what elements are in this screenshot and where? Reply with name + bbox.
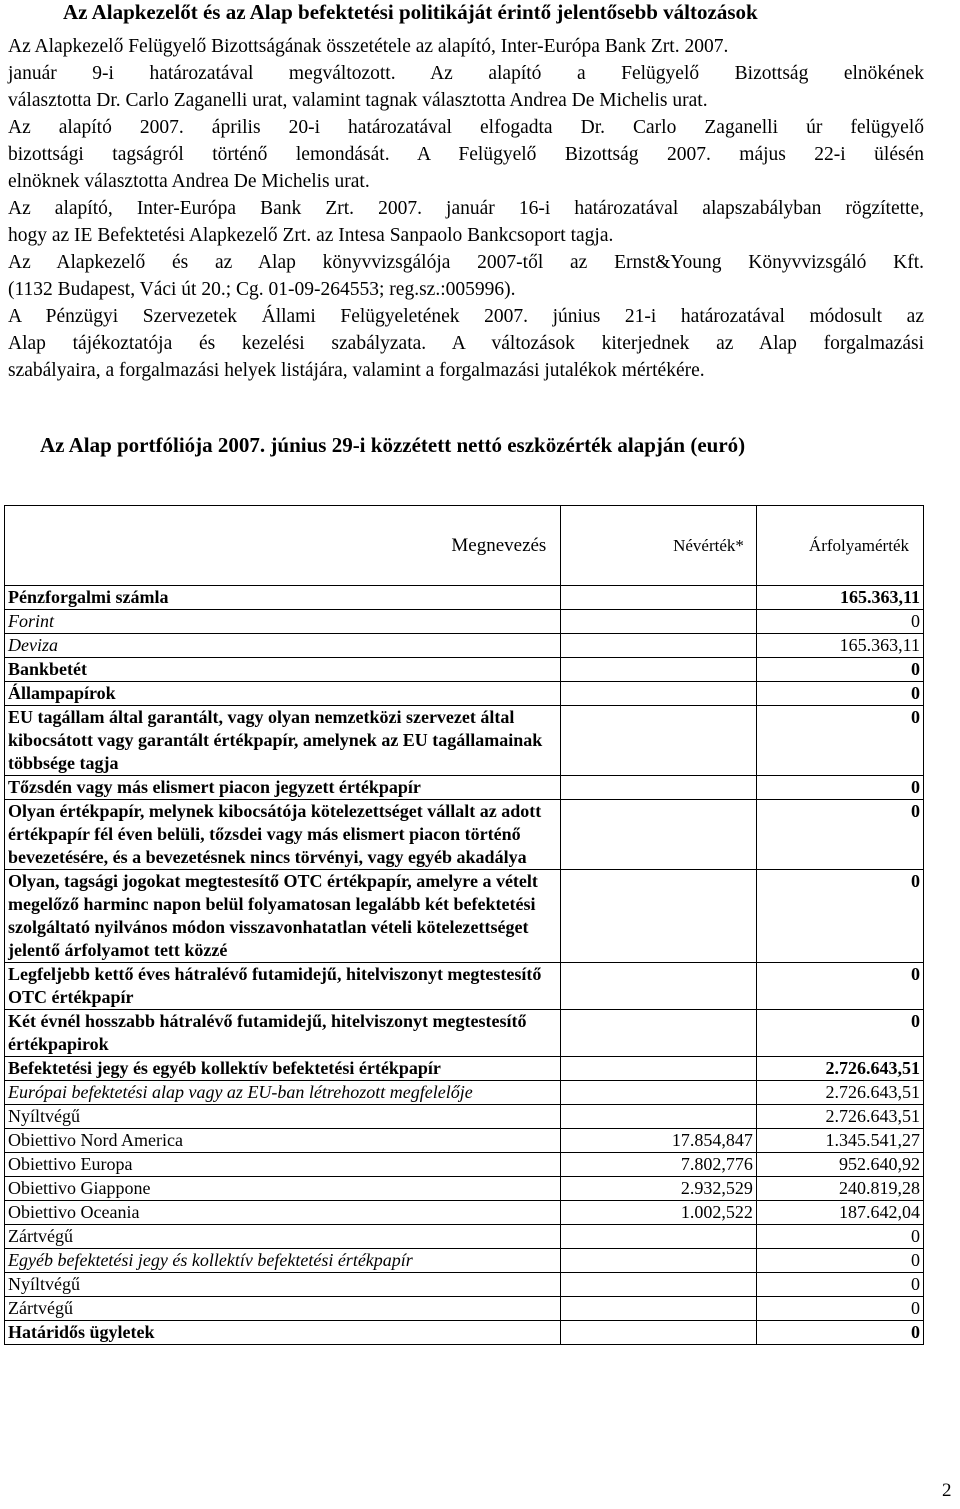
- row-name: Pénzforgalmi számla: [5, 586, 561, 610]
- row-nominal: [561, 1081, 757, 1105]
- row-value: 0: [756, 1273, 923, 1297]
- paragraph-line: Alap tájékoztatója és kezelési szabályzata. A változások kiterjednek az Alap forgalmazási: [8, 333, 924, 354]
- row-name: Olyan értékpapír, melynek kibocsátója kötelezettséget vállalt az adott értékpapír fél éven belüli, tőzsdei vagy más elismert piacon történő bevezetésére, és a bevezetésnek nincs törvényi, vagy egyéb akadálya: [5, 800, 561, 870]
- row-name: Befektetési jegy és egyéb kollektív befektetési értékpapír: [5, 1057, 561, 1081]
- row-name: Legfeljebb kettő éves hátralévő futamidejű, hitelviszonyt megtestesítő OTC értékpapír: [5, 963, 561, 1010]
- row-nominal: [561, 776, 757, 800]
- header-megnevezes: Megnevezés: [5, 506, 561, 586]
- table-row: [5, 1177, 924, 1201]
- row-name: Obiettivo Oceania: [5, 1201, 561, 1225]
- table-row: [5, 1010, 924, 1057]
- paragraph-line: Az Alapkezelő Felügyelő Bizottságának összetétele az alapító, Inter-Európa Bank Zrt. 2007.: [8, 36, 729, 57]
- row-nominal: [561, 682, 757, 706]
- row-name: Zártvégű: [5, 1297, 561, 1321]
- row-name: Tőzsdén vagy más elismert piacon jegyzett értékpapír: [5, 776, 561, 800]
- table-row: [5, 658, 924, 682]
- table-row: [5, 1129, 924, 1153]
- table-row: [5, 610, 924, 634]
- row-nominal: 2.932,529: [561, 1177, 757, 1201]
- row-nominal: [561, 610, 757, 634]
- row-name: Bankbetét: [5, 658, 561, 682]
- table-row: [5, 634, 924, 658]
- page-number: 2: [942, 1480, 952, 1501]
- portfolio-title: Az Alap portfóliója 2007. június 29-i közzétett nettó eszközérték alapján (euró): [40, 433, 746, 457]
- row-value: 0: [756, 706, 923, 776]
- paragraph-line: (1132 Budapest, Váci út 20.; Cg. 01-09-264553; reg.sz.:005996).: [8, 279, 516, 300]
- row-nominal: 17.854,847: [561, 1129, 757, 1153]
- table-row: [5, 586, 924, 610]
- row-nominal: [561, 586, 757, 610]
- paragraph-line: A Pénzügyi Szervezetek Állami Felügyeletének 2007. június 21-i határozatával módosult az: [8, 306, 924, 327]
- table-row: [5, 706, 924, 776]
- row-name: Obiettivo Nord America: [5, 1129, 561, 1153]
- row-nominal: [561, 1273, 757, 1297]
- row-nominal: [561, 1321, 757, 1345]
- paragraph-line: szabályaira, a forgalmazási helyek listájára, valamint a forgalmazási jutalékok mértékére.: [8, 360, 705, 381]
- row-value: 165.363,11: [756, 586, 923, 610]
- table-row: [5, 1273, 924, 1297]
- row-name: Egyéb befektetési jegy és kollektív befektetési értékpapír: [5, 1249, 561, 1273]
- row-value: 0: [756, 776, 923, 800]
- row-name: EU tagállam által garantált, vagy olyan nemzetközi szervezet által kibocsátott vagy garantált értékpapír, amelynek az EU tagállamainak többsége tagja: [5, 706, 561, 776]
- table-row: [5, 776, 924, 800]
- paragraph-line: Az Alapkezelő és az Alap könyvvizsgálója 2007-től az Ernst&Young Könyvvizsgáló Kft.: [8, 252, 924, 273]
- row-nominal: [561, 1105, 757, 1129]
- row-value: 2.726.643,51: [756, 1105, 923, 1129]
- row-nominal: [561, 634, 757, 658]
- table-row: [5, 1297, 924, 1321]
- row-value: 0: [756, 963, 923, 1010]
- row-nominal: [561, 706, 757, 776]
- row-value: 2.726.643,51: [756, 1057, 923, 1081]
- header-nevertek: Névérték*: [561, 506, 757, 586]
- row-name: Obiettivo Giappone: [5, 1177, 561, 1201]
- table-row: [5, 1225, 924, 1249]
- row-name: Nyíltvégű: [5, 1105, 561, 1129]
- table-row: [5, 1105, 924, 1129]
- table-row: [5, 1321, 924, 1345]
- row-nominal: [561, 870, 757, 963]
- row-name: Olyan, tagsági jogokat megtestesítő OTC értékpapír, amelyre a vételt megelőző harminc napon belül folyamatosan legalább két befektetési szolgáltató nyilvános módon visszavonhatatlan vételi kötelezettséget jelentő árfolyamot tett közzé: [5, 870, 561, 963]
- table-row: [5, 1081, 924, 1105]
- table-row: [5, 1249, 924, 1273]
- table-row: [5, 682, 924, 706]
- row-value: 1.345.541,27: [756, 1129, 923, 1153]
- row-value: 952.640,92: [756, 1153, 923, 1177]
- table-row: [5, 963, 924, 1010]
- row-nominal: [561, 800, 757, 870]
- section-heading: Az Alapkezelőt és az Alap befektetési politikáját érintő jelentősebb változások: [63, 0, 758, 24]
- row-nominal: [561, 1297, 757, 1321]
- paragraph-line: Az alapító 2007. április 20-i határozatával elfogadta Dr. Carlo Zaganelli úr felügyelő: [8, 117, 924, 138]
- row-nominal: [561, 1225, 757, 1249]
- row-value: 0: [756, 800, 923, 870]
- paragraph-line: január 9-i határozatával megváltozott. Az alapító a Felügyelő Bizottság elnökének: [8, 63, 924, 84]
- row-name: Két évnél hosszabb hátralévő futamidejű, hitelviszonyt megtestesítő értékpapirok: [5, 1010, 561, 1057]
- row-nominal: [561, 1010, 757, 1057]
- row-nominal: [561, 1249, 757, 1273]
- paragraph-line: hogy az IE Befektetési Alapkezelő Zrt. az Intesa Sanpaolo Bankcsoport tagja.: [8, 225, 614, 246]
- portfolio-table: [4, 505, 924, 1345]
- row-name: Forint: [5, 610, 561, 634]
- row-name: Zártvégű: [5, 1225, 561, 1249]
- row-name: Határidős ügyletek: [5, 1321, 561, 1345]
- row-name: Obiettivo Europa: [5, 1153, 561, 1177]
- row-value: 0: [756, 1249, 923, 1273]
- paragraph-line: választotta Dr. Carlo Zaganelli urat, valamint tagnak választotta Andrea De Michelis urat.: [8, 90, 708, 111]
- row-value: 187.642,04: [756, 1201, 923, 1225]
- table-row: [5, 1201, 924, 1225]
- row-nominal: [561, 1057, 757, 1081]
- row-value: 240.819,28: [756, 1177, 923, 1201]
- table-header-row: [5, 506, 924, 586]
- row-value: 0: [756, 1010, 923, 1057]
- table-row: [5, 1153, 924, 1177]
- row-name: Nyíltvégű: [5, 1273, 561, 1297]
- row-nominal: [561, 963, 757, 1010]
- table-row: [5, 870, 924, 963]
- row-nominal: 1.002,522: [561, 1201, 757, 1225]
- row-name: Európai befektetési alap vagy az EU-ban létrehozott megfelelője: [5, 1081, 561, 1105]
- row-value: 0: [756, 610, 923, 634]
- changes-paragraph: [8, 33, 924, 384]
- paragraph-line: Az alapító, Inter-Európa Bank Zrt. 2007. január 16-i határozatával alapszabályban rögzítette,: [8, 198, 924, 219]
- row-value: 0: [756, 1297, 923, 1321]
- row-value: 0: [756, 1225, 923, 1249]
- table-row: [5, 1057, 924, 1081]
- row-nominal: 7.802,776: [561, 1153, 757, 1177]
- paragraph-line: bizottsági tagságról történő lemondását. A Felügyelő Bizottság 2007. május 22-i ülésén: [8, 144, 924, 165]
- row-name: Deviza: [5, 634, 561, 658]
- paragraph-line: elnöknek választotta Andrea De Michelis urat.: [8, 171, 370, 192]
- row-value: 2.726.643,51: [756, 1081, 923, 1105]
- header-arfolyamertek: Árfolyamérték: [756, 506, 923, 586]
- row-value: 0: [756, 682, 923, 706]
- row-value: 0: [756, 658, 923, 682]
- row-value: 0: [756, 1321, 923, 1345]
- row-value: 0: [756, 870, 923, 963]
- row-nominal: [561, 658, 757, 682]
- row-name: Állampapírok: [5, 682, 561, 706]
- table-row: [5, 800, 924, 870]
- row-value: 165.363,11: [756, 634, 923, 658]
